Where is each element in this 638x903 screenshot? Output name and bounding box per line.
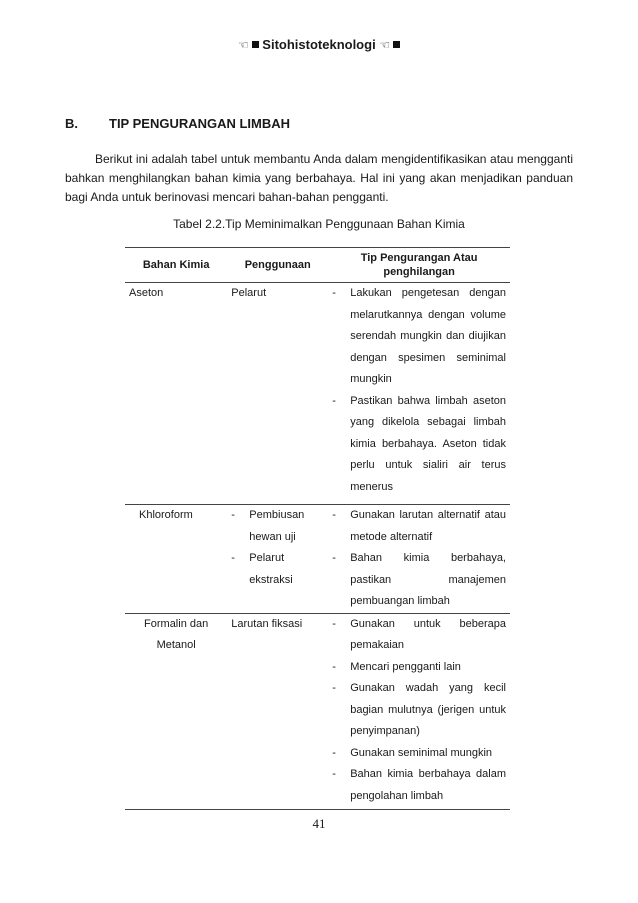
header-bahan-kimia: Bahan Kimia xyxy=(142,259,210,271)
pointing-hand-icon: ☜ xyxy=(237,38,249,52)
use-item: - Pelarut ekstraksi xyxy=(231,552,293,586)
chemical-cell: Aseton xyxy=(129,287,164,299)
tip-item: - Gunakan larutan alternatif atau metode alternatif xyxy=(332,509,506,543)
chemical-tips-table xyxy=(125,247,510,810)
header-tip: Tip Pengurangan Atau penghilangan xyxy=(360,252,478,278)
header-penggunaan: Penggunaan xyxy=(244,259,311,271)
intro-paragraph: Berikut ini adalah tabel untuk membantu Anda dalam mengidentifikasikan atau mengganti bahkan menghilangkan bahan kimia yang berbahaya. Hal ini yang akan menjadikan panduan bagi Anda untuk berinovasi mencari bahan-bahan pengganti. xyxy=(65,152,573,204)
use-cell xyxy=(227,505,328,614)
tip-item: - Pastikan bahwa limbah aseton yang dikelola sebagai limbah kimia berbahaya. Aseton tidak perlu untuk sialiri air terus menerus xyxy=(332,394,506,493)
table-row xyxy=(125,505,510,614)
tip-item: - Gunakan seminimal mungkin xyxy=(332,746,493,759)
chemical-cell: Formalin dan Metanol xyxy=(144,617,209,651)
section-title: TIP PENGURANGAN LIMBAH xyxy=(109,116,291,131)
section-number: B. xyxy=(65,116,78,131)
use-item: Pelarut xyxy=(231,287,267,299)
tip-item: - Bahan kimia berbahaya, pastikan manajemen pembuangan limbah xyxy=(332,552,506,607)
use-cell xyxy=(227,613,328,809)
tips-cell xyxy=(328,283,510,505)
square-bullet-icon xyxy=(252,41,259,48)
use-item: - Pembiusan hewan uji xyxy=(231,509,305,543)
table-header-row xyxy=(125,248,510,283)
running-header xyxy=(0,37,638,52)
tip-item: - Gunakan untuk beberapa pemakaian xyxy=(332,617,506,651)
header-title: Sitohistoteknologi xyxy=(262,37,376,52)
square-bullet-icon xyxy=(393,41,400,48)
table-row xyxy=(125,283,510,505)
tip-item: - Gunakan wadah yang kecil bagian mulutnya (jerigen untuk penyimpanan) xyxy=(332,682,506,737)
page-number: 41 xyxy=(312,816,326,831)
use-cell xyxy=(227,283,328,505)
tip-item: - Lakukan pengetesan dengan melarutkannya dengan volume serendah mungkin dan diujikan dengan spesimen seminimal mungkin xyxy=(332,287,506,385)
use-item: Larutan fiksasi xyxy=(231,617,303,630)
table-row xyxy=(125,613,510,809)
tip-item: - Mencari pengganti lain xyxy=(332,660,461,673)
chemical-cell: Khloroform xyxy=(139,509,193,521)
tips-cell xyxy=(328,613,510,809)
tips-cell xyxy=(328,505,510,614)
pointing-hand-icon: ☜ xyxy=(379,38,391,52)
table-caption: Tabel 2.2.Tip Meminimalkan Penggunaan Bahan Kimia xyxy=(173,217,465,231)
tip-item: - Bahan kimia berbahaya dalam pengolahan limbah xyxy=(332,768,506,802)
section-heading xyxy=(65,116,290,131)
